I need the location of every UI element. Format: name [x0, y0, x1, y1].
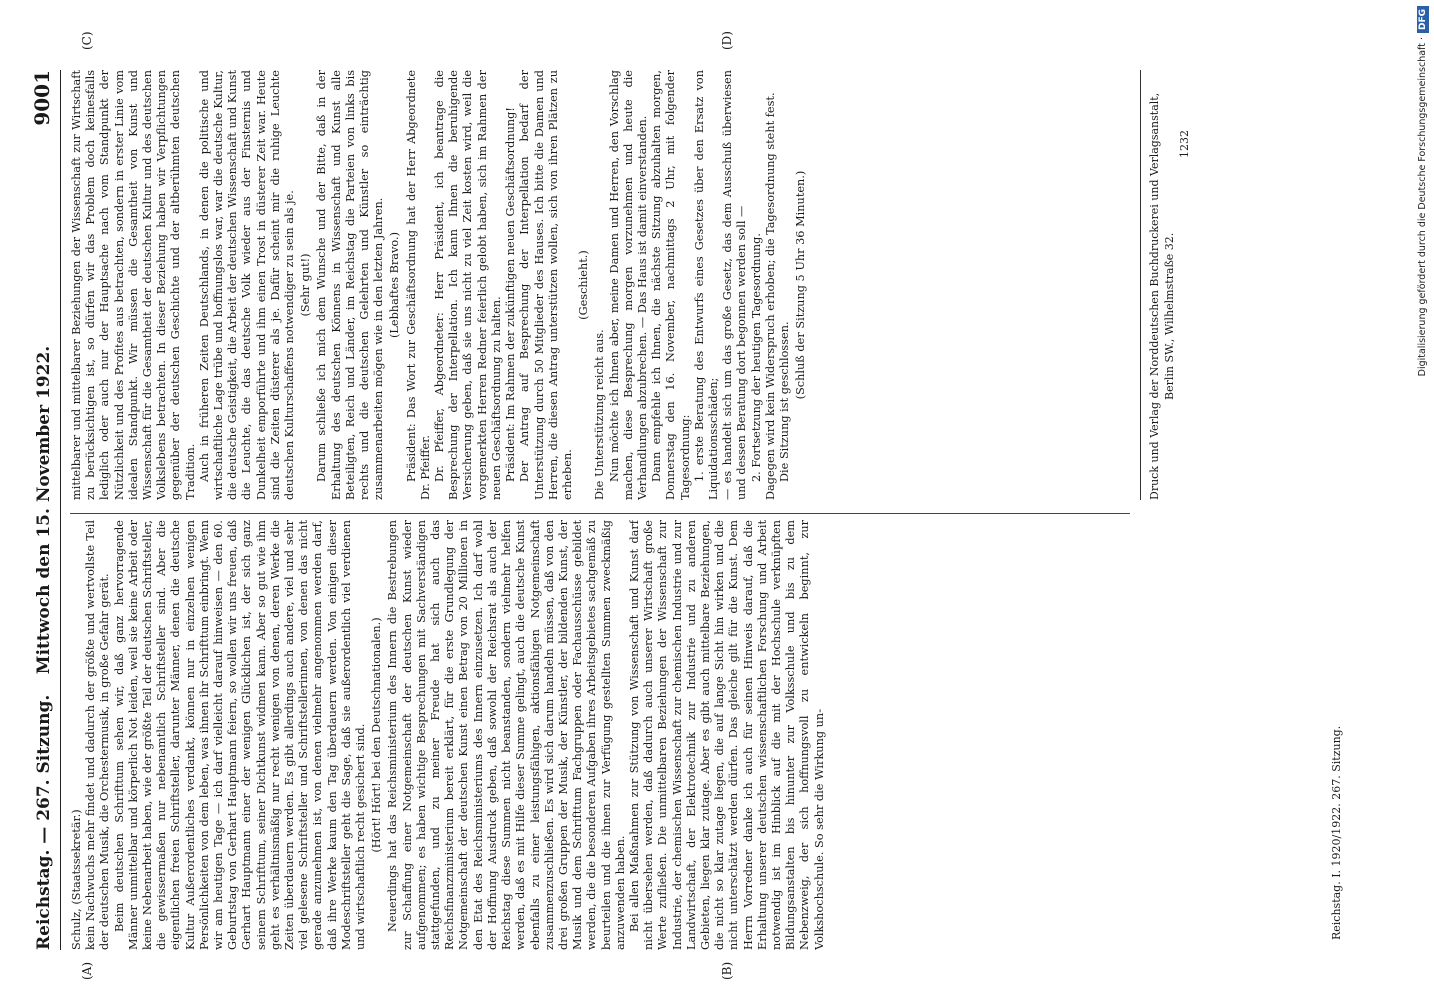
header-title: Mittwoch den 15. November 1922.: [34, 345, 54, 675]
dfg-sidebar-text: Digitalisierung gefördert durch die Deutsche Forschungsgemeinschaft ·: [1417, 37, 1428, 377]
page-number: 9001: [30, 70, 54, 126]
column-divider: [70, 513, 1130, 514]
footer-reference: Reichstag. I. 1920/1922. 267. Sitzung.: [1330, 725, 1343, 940]
paragraph: Neuerdings hat das Reichsministerium des Innern die Bestrebungen zur Schaffung einer Notgemeinschaft der deutschen Kunst wieder aufgenommen; es haben wichtige Besprechungen mit Sachverständigen stattgefunden, und zu meiner Freude hat sich auch das Reichsfinanzministerium bereit erklärt, für die erste Grundlegung der Notgemeinschaft der deutschen Kunst einen Betrag von 20 Millionen in den Etat des Reichsministeriums des Innern einzusetzen. Ich darf wohl der Hoffnung Ausdruck geben, daß sowohl der Reichsrat als auch der Reichstag diese Summen nicht beanstanden, sondern vielmehr helfen werden, daß es mit Hilfe dieser Summe gelingt, auch die deutsche Kunst ebenfalls zu einer leistungsfähigen, aktionsfähigen Notgemeinschaft zusammenzuschließen. Es wird sich darum handeln müssen, daß von den drei großen Gruppen der Musik, der Künstler, der bildenden Kunst, der Musik und dem Schrifttum Fachgruppen oder Fachausschüsse gebildet werden, die die besonderen Aufgaben ihres Arbeitsgebietes sachgemäß zu beurteilen und die ihnen zur Verfügung gestellten Summen zweckmäßig anzuwenden haben.: [386, 520, 627, 950]
agenda-item: 1. erste Beratung des Entwurfs eines Gesetzes über den Ersatz von Liquidationsschäden;: [692, 70, 720, 500]
paragraph: Präsident: Im Rahmen der zukünftigen neuen Geschäftsordnung!: [504, 107, 518, 482]
paragraph: Dr. Pfeiffer, Abgeordneter: Herr Präsident, ich beantrage die Besprechung der Interpellation. Ich kann Ihnen die beruhigende Versicherung geben, daß sie uns nicht zu viel Zeit kosten wird, weil die vorgemerkten Herren Redner feierlich gelobt haben, sich im Rahmen der neuen Geschäftsordnung zu halten.: [433, 70, 503, 500]
dfg-sidebar-text-row: [1416, 6, 1430, 946]
paragraph: Auch in früheren Zeiten Deutschlands, in denen die politische und wirtschaftliche Lage trübe und hoffnungslos war, war die deutsche Kultur, die deutsche Geistigkeit, die Arbeit der deutschen Wissenschaft und Kunst die Leuchte, die das deutsche Volk wieder aus der Finsternis und Dunkelheit emporführte und ihm einen Trost in düsterer Zeit war. Heute sind die Zeiten düsterer als je. Dafür scheint mir die ruhige Leuchte deutschen Kulturschaffens notwendiger zu sein als je.: [197, 70, 297, 500]
dfg-logo: DFG: [1417, 6, 1429, 33]
paragraph: Beim deutschen Schrifttum sehen wir, daß ganz hervorragende Männer unmittelbar und körperlich Not leiden, weil sie keine Arbeit oder keine Nebenarbeit haben, wie der größte Teil der deutschen Schriftsteller, die gewissermaßen nur nebenamtlich Schriftsteller sind. Aber die eigentlichen freien Schriftsteller, darunter Männer, denen die deutsche Kultur Außerordentliches verdankt, können nur in einzelnen wenigen Persönlichkeiten von dem leben, was ihnen ihr Schrifttum einbringt. Wenn wir am heutigen Tage — ich darf vielleicht darauf hinweisen — den 60. Geburtstag von Gerhart Hauptmann feiern, so wollen wir uns freuen, daß Gerhart Hauptmann einer der wenigen Glücklichen ist, der sich ganz seinem Schrifttum, seiner Dichtkunst widmen kann. Aber so gut wie ihm geht es verhältnismäßig nur recht wenigen von denen, deren Werke die Zeiten überdauern werden. Es gibt allerdings auch andere, viel und sehr viel gelesene Schriftsteller und Schriftstellerinnen, von denen das nicht gerade anzunehmen ist, von denen vielmehr angenommen werden darf, daß ihre Werke kaum den Tag überdauern werden. Von einigen dieser Modeschriftsteller geht die Sage, daß sie außerordentlich viel verdienen und wirtschaftlich recht gesichert sind.: [112, 520, 368, 950]
right-column: [70, 70, 1130, 500]
paragraph: Darum schließe ich mich dem Wunsche und der Bitte, daß in der Erhaltung des deutschen Könnens in Wissenschaft und Kunst alle Beteiligten, Reich und Länder, im Reichstag die Parteien von links bis rechts und die deutschen Gelehrten und Künstler so einträchtig zusammenarbeiten mögen wie in den letzten Jahren.: [315, 70, 386, 500]
paragraph: Der Antrag auf Besprechung der Interpellation bedarf der Unterstützung durch 50 Mitglieder des Hauses. Ich bitte die Damen und Herren, die diesen Antrag unterstützen wollen, sich von ihren Plätzen zu erheben.: [518, 70, 574, 500]
paragraph: Dagegen wird kein Widerspruch erhoben; die Tagesordnung steht fest.: [763, 92, 777, 500]
interjection: (Geschieht.): [577, 250, 591, 320]
paragraph: kein Nachwuchs mehr findet und dadurch der größte und wertvollste Teil der deutschen Musik, die Orchestermusik, in große Gefahr gerät.: [84, 520, 112, 950]
paragraph: Präsident: Das Wort zur Geschäftsordnung hat der Herr Abgeordnete Dr. Pfeiffer.: [404, 70, 432, 500]
imprint-line: Druck und Verlag der Norddeutschen Buchdruckerei und Verlagsanstalt,: [1148, 92, 1161, 500]
interjection: (Hört! Hört! bei den Deutschnationalen.): [370, 617, 384, 853]
margin-mark-b: (B): [720, 961, 734, 980]
imprint-line: Berlin SW., Wilhelmstraße 32.: [1163, 232, 1176, 400]
speaker-tag: Schulz, (Staatssekretär.): [70, 809, 83, 950]
paragraph: Die Unterstützung reicht aus.: [593, 329, 607, 500]
paragraph: — es handelt sich um das große Gesetz, das dem Ausschuß überwiesen und dessen Beratung dort begonnen werden soll —: [721, 70, 749, 500]
agenda-item: 2. Fortsetzung der heutigen Tagesordnung.: [749, 233, 763, 482]
margin-mark-c: (C): [80, 31, 94, 50]
left-column: [70, 520, 1130, 950]
printer-imprint: [1140, 70, 1191, 500]
paragraph: mittelbarer und mittelbarer Beziehungen der Wissenschaft zur Wirtschaft zu berücksichtigen ist, so dürfen wir das Problem doch keinesfalls lediglich oder auch nur der Hauptsache nach vom Standpunkt der Nützlichkeit und des Profites aus betrachten, sondern in erster Linie vom idealen Standpunkt. Wir müssen die Gesamtheit von Kunst und Wissenschaft für die Gesamtheit der deutschen Kultur und des deutschen Volkslebens betrachten. In dieser Beziehung haben wir Verpflichtungen gegenüber der deutschen Geschichte und der altberühmten deutschen Tradition.: [70, 70, 197, 500]
paragraph: Dann empfehle ich Ihnen, die nächste Sitzung abzuhalten morgen, Donnerstag den 16. November, nachmittags 2 Uhr, mit folgender Tagesordnung:: [650, 70, 692, 500]
paragraph: Nun möchte ich Ihnen aber, meine Damen und Herren, den Vorschlag machen, diese Besprechung morgen vorzunehmen und heute die Verhandlungen abzubrechen. — Das Haus ist damit einverstanden.: [607, 70, 649, 500]
header-left: Reichstag. — 267. Sitzung.: [34, 694, 54, 950]
margin-mark-a: (A): [80, 961, 94, 980]
closing-note: (Schluß der Sitzung 5 Uhr 36 Minuten.): [794, 170, 808, 400]
dfg-sidebar: [1416, 6, 1430, 946]
page-header: [20, 70, 61, 950]
imprint-number: 1232: [1178, 130, 1191, 158]
paragraph: Bei allen Maßnahmen zur Stützung von Wissenschaft und Kunst darf nicht übersehen werden, daß dadurch auch unserer Wirtschaft große Werte zufließen. Die unmittelbaren Beziehungen der Wissenschaft zur Industrie, der chemischen Wissenschaft zur chemischen Industrie und zur Landwirtschaft, der Elektrotechnik zur Industrie und zu anderen Gebieten, liegen klar zutage. Aber es gibt auch mittelbare Beziehungen, die nicht so klar zutage liegen, die auf lange Sicht hin wirken und die nicht unterschätzt werden dürfen. Das gleiche gilt für die Kunst. Dem Herrn Vorredner danke ich auch für seinen Hinweis darauf, daß die Erhaltung unserer deutschen wissenschaftlichen Forschung und Arbeit notwendig ist im Hinblick auf die mit der Hochschule verknüpften Bildungsanstalten bis hinunter zur Volksschule und bis zu dem Nebenzweig, der sich hoffnungsvoll zu entwickeln beginnt, zur Volkshochschule. So sehr die Wirkung un-: [627, 520, 826, 950]
interjection: (Sehr gut!): [299, 253, 313, 317]
interjection: (Lebhaftes Bravo.): [388, 231, 402, 339]
margin-mark-d: (D): [720, 31, 734, 50]
paragraph: Die Sitzung ist geschlossen.: [777, 321, 791, 482]
